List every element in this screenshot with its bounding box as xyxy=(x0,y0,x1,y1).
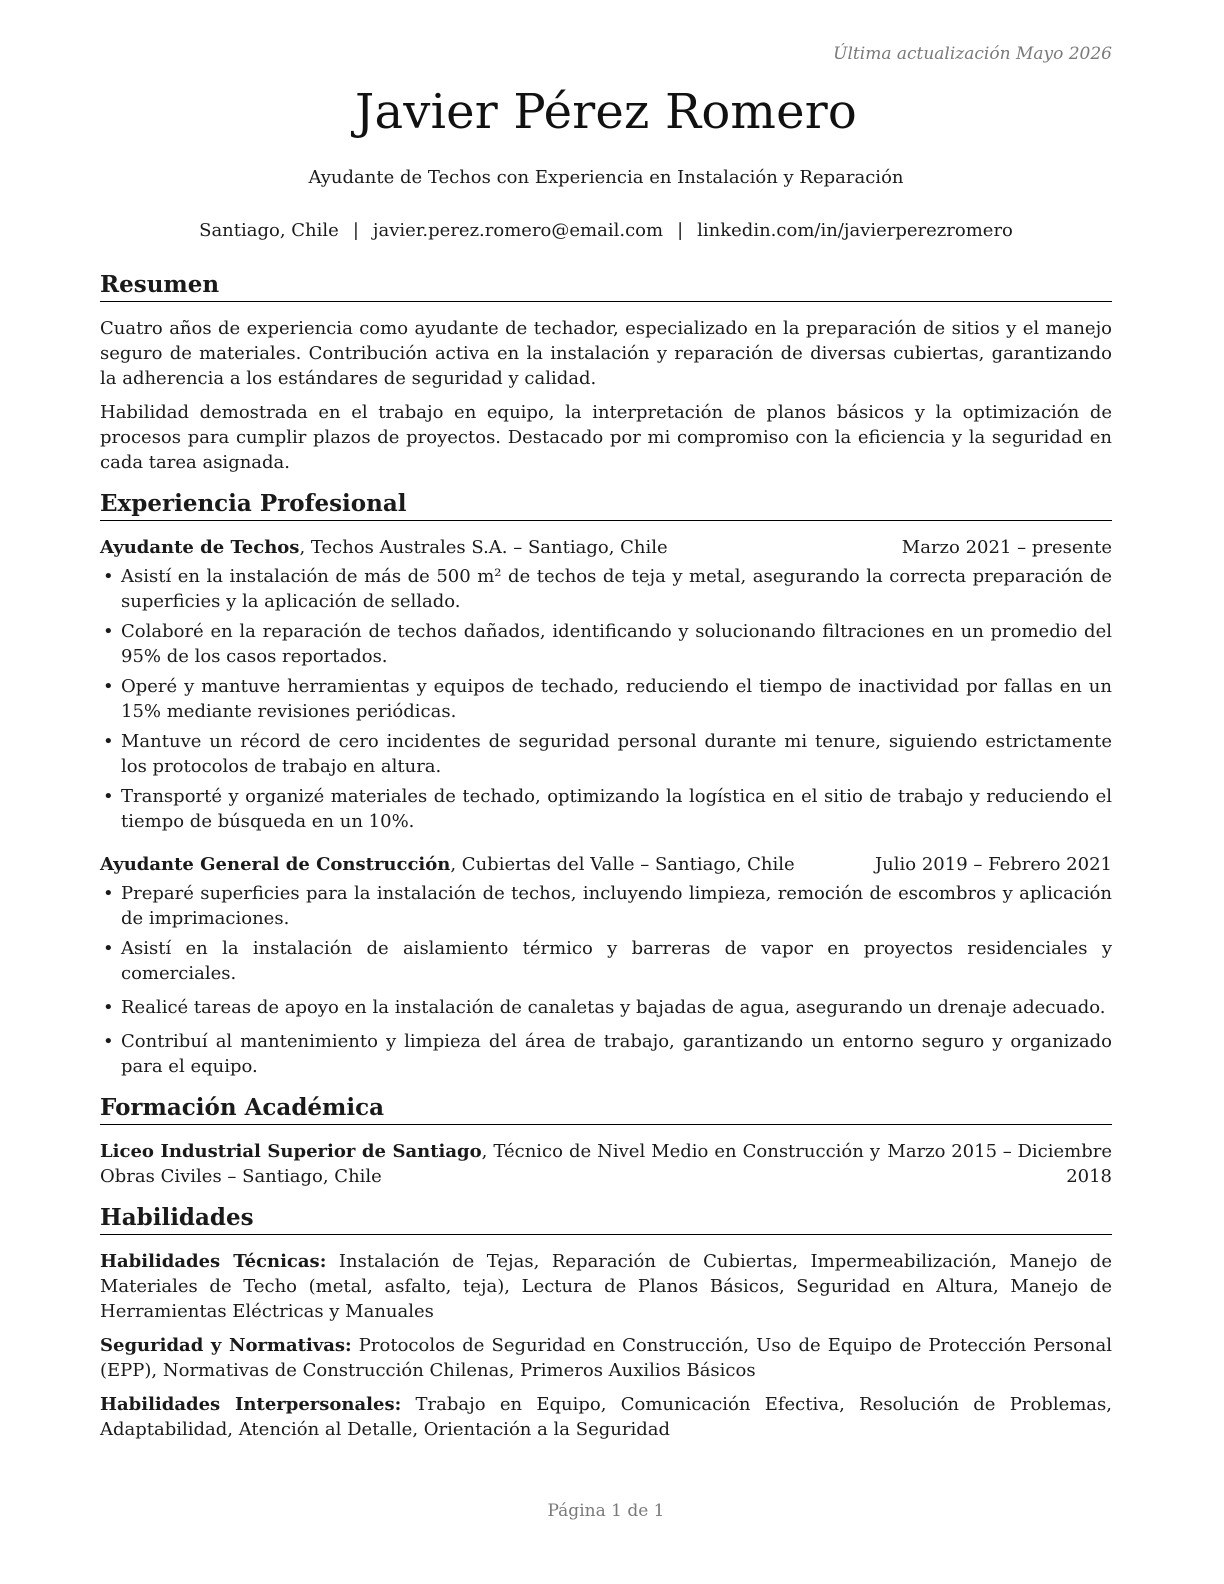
skill-group xyxy=(100,1392,1112,1442)
list-item xyxy=(100,784,1112,834)
list-item xyxy=(100,674,1112,724)
job-header xyxy=(100,535,1112,560)
skill-group-text: Instalación de Tejas, Reparación de Cubiertas, Impermeabilización, Manejo de Materiales de Techo (metal, asfalto, teja), Lectura de Planos Básicos, Seguridad en Altura, Manejo de Herramientas Eléctricas y Manuales xyxy=(100,1251,1112,1322)
list-item xyxy=(100,881,1112,931)
job-title-line xyxy=(100,852,795,877)
skill-group-label: Seguridad y Normativas: xyxy=(100,1335,352,1356)
skill-group xyxy=(100,1333,1112,1383)
contact-line xyxy=(100,220,1112,241)
list-item xyxy=(100,729,1112,779)
job-dates: Marzo 2021 – presente xyxy=(901,537,1112,558)
list-item xyxy=(100,1029,1112,1079)
job-header xyxy=(100,852,1112,877)
education-detail xyxy=(100,1139,880,1189)
bullet-text: Colaboré en la reparación de techos dañados, identificando y solucionando filtraciones en un promedio del 95% de los casos reportados. xyxy=(121,621,1112,667)
summary-paragraph: Habilidad demostrada en el trabajo en equipo, la interpretación de planos básicos y la optimización de procesos para cumplir plazos de proyectos. Destacado por mi compromiso con la eficiencia y la seguridad en cada tarea asignada. xyxy=(100,402,1112,473)
contact-email[interactable]: javier.perez.romero@email.com xyxy=(372,220,664,241)
bullet-text: Asistí en la instalación de más de 500 m² de techos de teja y metal, asegurando la correcta preparación de superficies y la aplicación de sellado. xyxy=(121,566,1112,612)
headline: Ayudante de Techos con Experiencia en Instalación y Reparación xyxy=(308,167,904,188)
list-item xyxy=(100,619,1112,669)
skill-group xyxy=(100,1249,1112,1324)
bullet-icon: • xyxy=(103,621,114,642)
summary-paragraph: Cuatro años de experiencia como ayudante de techador, especializado en la preparación de sitios y el manejo seguro de materiales. Contribución activa en la instalación y reparación de diversas cubiertas, garantizando la adherencia a los estándares de seguridad y calidad. xyxy=(100,318,1112,389)
bullet-text: Contribuí al mantenimiento y limpieza del área de trabajo, garantizando un entorno seguro y organizado para el equipo. xyxy=(121,1031,1112,1077)
skill-group-text: Protocolos de Seguridad en Construcción, Uso de Equipo de Protección Personal (EPP), Normativas de Construcción Chilenas, Primeros Auxilios Básicos xyxy=(100,1335,1113,1381)
section-title-experience: Experiencia Profesional xyxy=(100,489,1112,521)
contact-separator: | xyxy=(677,220,684,241)
job-dates: Julio 2019 – Febrero 2021 xyxy=(874,854,1112,875)
contact-separator: | xyxy=(352,220,359,241)
bullet-icon: • xyxy=(103,566,114,587)
education-entry xyxy=(100,1139,1112,1189)
page-number: Página 1 de 1 xyxy=(547,1501,665,1521)
list-item xyxy=(100,564,1112,614)
job-role: Ayudante de Techos xyxy=(100,537,300,558)
education-school: Liceo Industrial Superior de Santiago xyxy=(100,1141,482,1162)
section-title-skills: Habilidades xyxy=(100,1203,1112,1235)
bullet-icon: • xyxy=(103,938,114,959)
skill-group-label: Habilidades Técnicas: xyxy=(100,1251,327,1272)
bullet-icon: • xyxy=(103,731,114,752)
bullet-text: Preparé superficies para la instalación de techos, incluyendo limpieza, remoción de escombros y aplicación de imprimaciones. xyxy=(121,883,1112,929)
skill-group-text: Trabajo en Equipo, Comunicación Efectiva, Resolución de Problemas, Adaptabilidad, Atención al Detalle, Orientación a la Seguridad xyxy=(100,1394,1112,1440)
bullet-text: Asistí en la instalación de aislamiento térmico y barreras de vapor en proyectos residenciales y comerciales. xyxy=(121,938,1112,984)
job-role: Ayudante General de Construcción xyxy=(100,854,451,875)
bullet-text: Realicé tareas de apoyo en la instalación de canaletas y bajadas de agua, asegurando un drenaje adecuado. xyxy=(121,997,1106,1018)
contact-linkedin[interactable]: linkedin.com/in/javierperezromero xyxy=(697,220,1013,241)
last-updated: Última actualización Mayo 2026 xyxy=(833,44,1112,64)
bullet-icon: • xyxy=(103,786,114,807)
education-program: , Técnico de Nivel Medio en Construcción y Obras Civiles – Santiago, Chile xyxy=(100,1141,880,1187)
list-item xyxy=(100,936,1112,986)
section-title-education: Formación Académica xyxy=(100,1093,1112,1125)
education-dates: Marzo 2015 – Diciembre 2018 xyxy=(887,1141,1112,1187)
resume-body xyxy=(100,270,1112,1451)
candidate-name: Javier Pérez Romero xyxy=(355,84,857,140)
bullet-icon: • xyxy=(103,997,114,1018)
job-title-line xyxy=(100,535,668,560)
bullet-text: Transporté y organizé materiales de techado, optimizando la logística en el sitio de trabajo y reduciendo el tiempo de búsqueda en un 10%. xyxy=(121,786,1112,832)
list-item xyxy=(100,995,1112,1020)
bullet-icon: • xyxy=(103,1031,114,1052)
job-bullets xyxy=(100,881,1112,1079)
bullet-icon: • xyxy=(103,676,114,697)
job-bullets xyxy=(100,564,1112,834)
contact-location: Santiago, Chile xyxy=(199,220,339,241)
bullet-text: Operé y mantuve herramientas y equipos de techado, reduciendo el tiempo de inactividad por fallas en un 15% mediante revisiones periódicas. xyxy=(121,676,1112,722)
bullet-text: Mantuve un récord de cero incidentes de seguridad personal durante mi tenure, siguiendo estrictamente los protocolos de trabajo en altura. xyxy=(121,731,1112,777)
section-title-summary: Resumen xyxy=(100,270,1112,302)
bullet-icon: • xyxy=(103,883,114,904)
job-company: , Cubiertas del Valle – Santiago, Chile xyxy=(450,854,795,875)
job-company: , Techos Australes S.A. – Santiago, Chile xyxy=(299,537,668,558)
skill-group-label: Habilidades Interpersonales: xyxy=(100,1394,402,1415)
